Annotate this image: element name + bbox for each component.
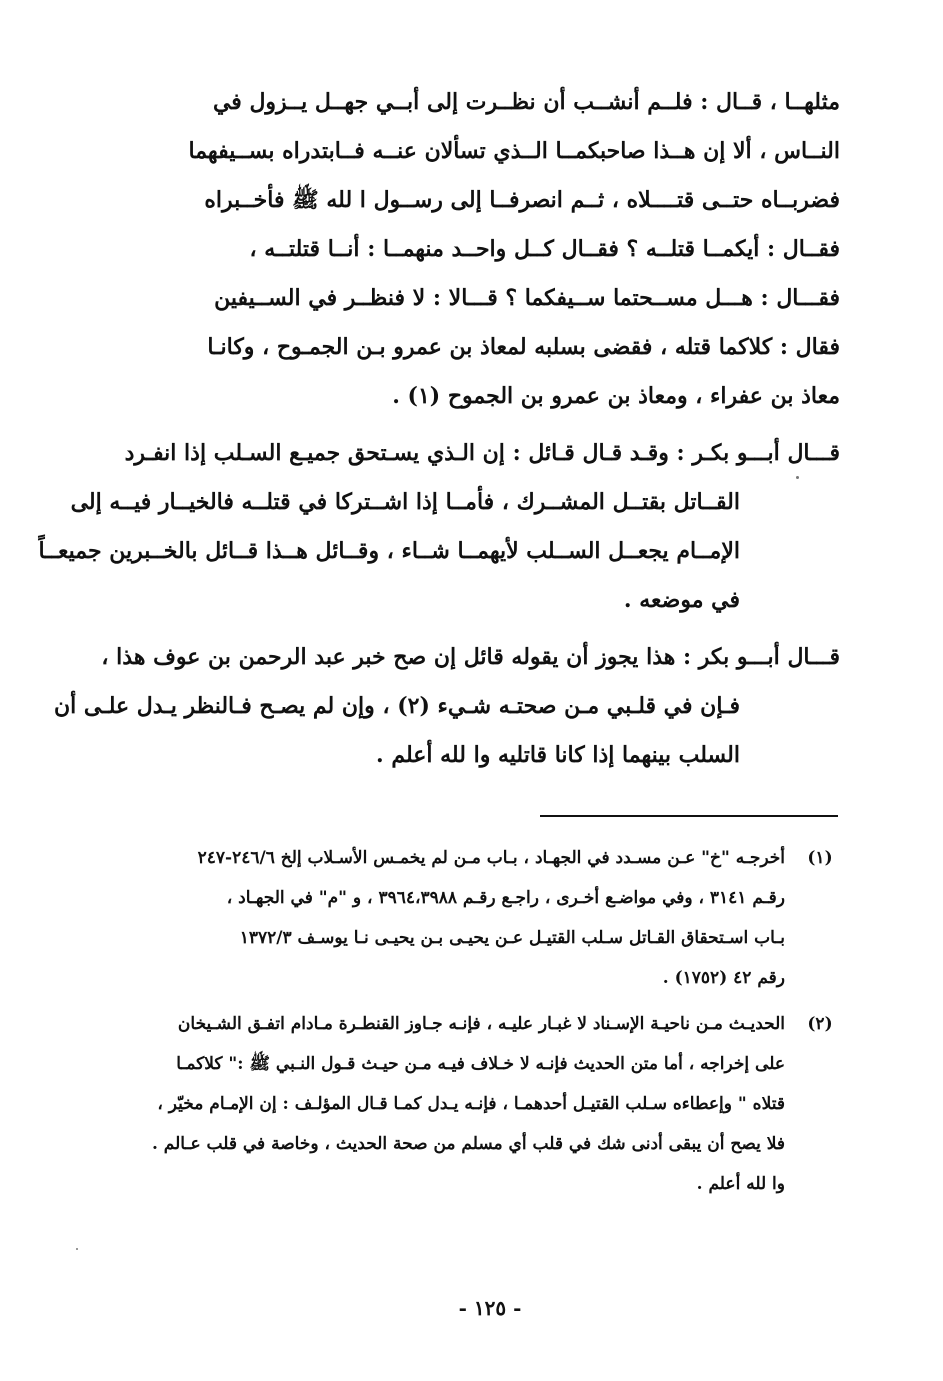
footnotes [145, 838, 845, 1204]
text-line: فقــال : أيكمــا قتلــه ؟ فقــال كــل واحــد منهمــا : أنــا قتلتــه ، [249, 236, 840, 262]
footnote-line: على إخراجه ، أما متن الحديث فإنـه لا خـلاف فيـه مـن حيـث قـول النـبي ﷺ :" كلاكمـا [176, 1054, 785, 1074]
text-line: النــاس ، ألا إن هــذا صاحبكمــا الــذي تسألان عنــه فــابتدراه بســيفهما [188, 138, 840, 164]
footnote-line: بـاب اسـتحقاق القـاتل سـلب القتيـل عـن يحيـى بـن يحيـى نـا يوسـف ١٣٧٢/٣ [239, 928, 785, 948]
scan-speck [796, 476, 799, 479]
text-line: قـــال أبـــو بكـر : وقـد قـال قـائل : إن الـذي يسـتحق جميـع السـلب إذا انفـرد [124, 440, 840, 466]
footnote-number: (١) [807, 848, 833, 868]
footnote-separator [540, 815, 838, 817]
paragraph-abu-bakr-opinion [38, 429, 840, 625]
footnote-2 [145, 1004, 845, 1204]
footnote-line: رقم ٤٢ (١٧٥٢) . [662, 968, 785, 988]
footnote-line: الحديـث مـن ناحيـة الإسـناد لا غبـار عليـه ، فإنـه جـاوز القنطـرة مـادام اتفـق الشـيخان [177, 1014, 785, 1034]
footnote-line: أخرجـه "خ" عـن مسـدد في الجهـاد ، بـاب مـن لم يخمـس الأسـلاب إلخ ٢٤٦/٦-٢٤٧ [197, 848, 785, 868]
text-line: الإمــام يجعــل الســلب لأيهمــا شــاء ، وقــائل هــذا قــائل بالخــبرين جميعــاً [38, 538, 740, 564]
text-line: فضربــاه حتــى قتــــلاه ، ثــم انصرفــا إلى رســول ا لله ﷺ فأخــبراه [204, 187, 840, 213]
footnote-line: فلا يصح أن يبقى أدنى شك في قلب أي مسلم من صحة الحديث ، وخاصة في قلب عـالم . [151, 1134, 785, 1154]
scan-speck [76, 1248, 78, 1250]
text-line: السلب بينهما إذا كانا قاتليه وا لله أعلم . [376, 742, 740, 768]
paragraph-abu-bakr-conclusion [53, 633, 840, 780]
main-text [38, 78, 840, 780]
text-line: معاذ بن عفراء ، ومعاذ بن عمرو بن الجموح (١) . [392, 383, 840, 409]
footnote-line: رقـم ٣١٤١ ، وفي مواضـع أخـرى ، راجـع رقـم ٣٩٦٤،٣٩٨٨ ، و "م" في الجهـاد ، [226, 888, 785, 908]
text-line: القــاتل بقتــل المشــرك ، فأمــا إذا اشــتركا في قتلــه فالخيــار فيــه إلى [70, 489, 740, 515]
footnote-1 [145, 838, 845, 998]
text-line: فـإن في قلـبي مـن صحتـه شـيء (٢) ، وإن لم يصـح فـالنظر يـدل علـى أن [53, 693, 740, 719]
page-number: - ١٢٥ - [458, 1296, 522, 1320]
text-line: قـــال أبـــو بكر : هذا يجوز أن يقوله قائل إن صح خبر عبد الرحمن بن عوف هذا ، [101, 644, 840, 670]
text-line: في موضعه . [623, 587, 740, 613]
footnote-line: وا لله أعلم . [696, 1174, 785, 1194]
paragraph-hadith-narration [145, 78, 840, 421]
text-line: فقـــال : هـــل مســحتما ســيفكما ؟ قـــالا : لا فنظــر في الســيفين [214, 285, 840, 311]
footnote-number: (٢) [807, 1014, 833, 1034]
text-line: مثلهــا ، قــال : فلــم أنشــب أن نظــرت إلى أبــي جهــل يــزول في [212, 89, 840, 115]
footnote-line: قتلاه " وإعطاءه سـلب القتيـل أحدهمـا ، فإنـه يـدل كمـا قـال المؤلـف : إن الإمـام مخيّر ، [157, 1094, 785, 1114]
text-line: فقال : كلاكما قتله ، فقضى بسلبه لمعاذ بن عمرو بـن الجمـوح ، وكانـا [207, 334, 840, 360]
